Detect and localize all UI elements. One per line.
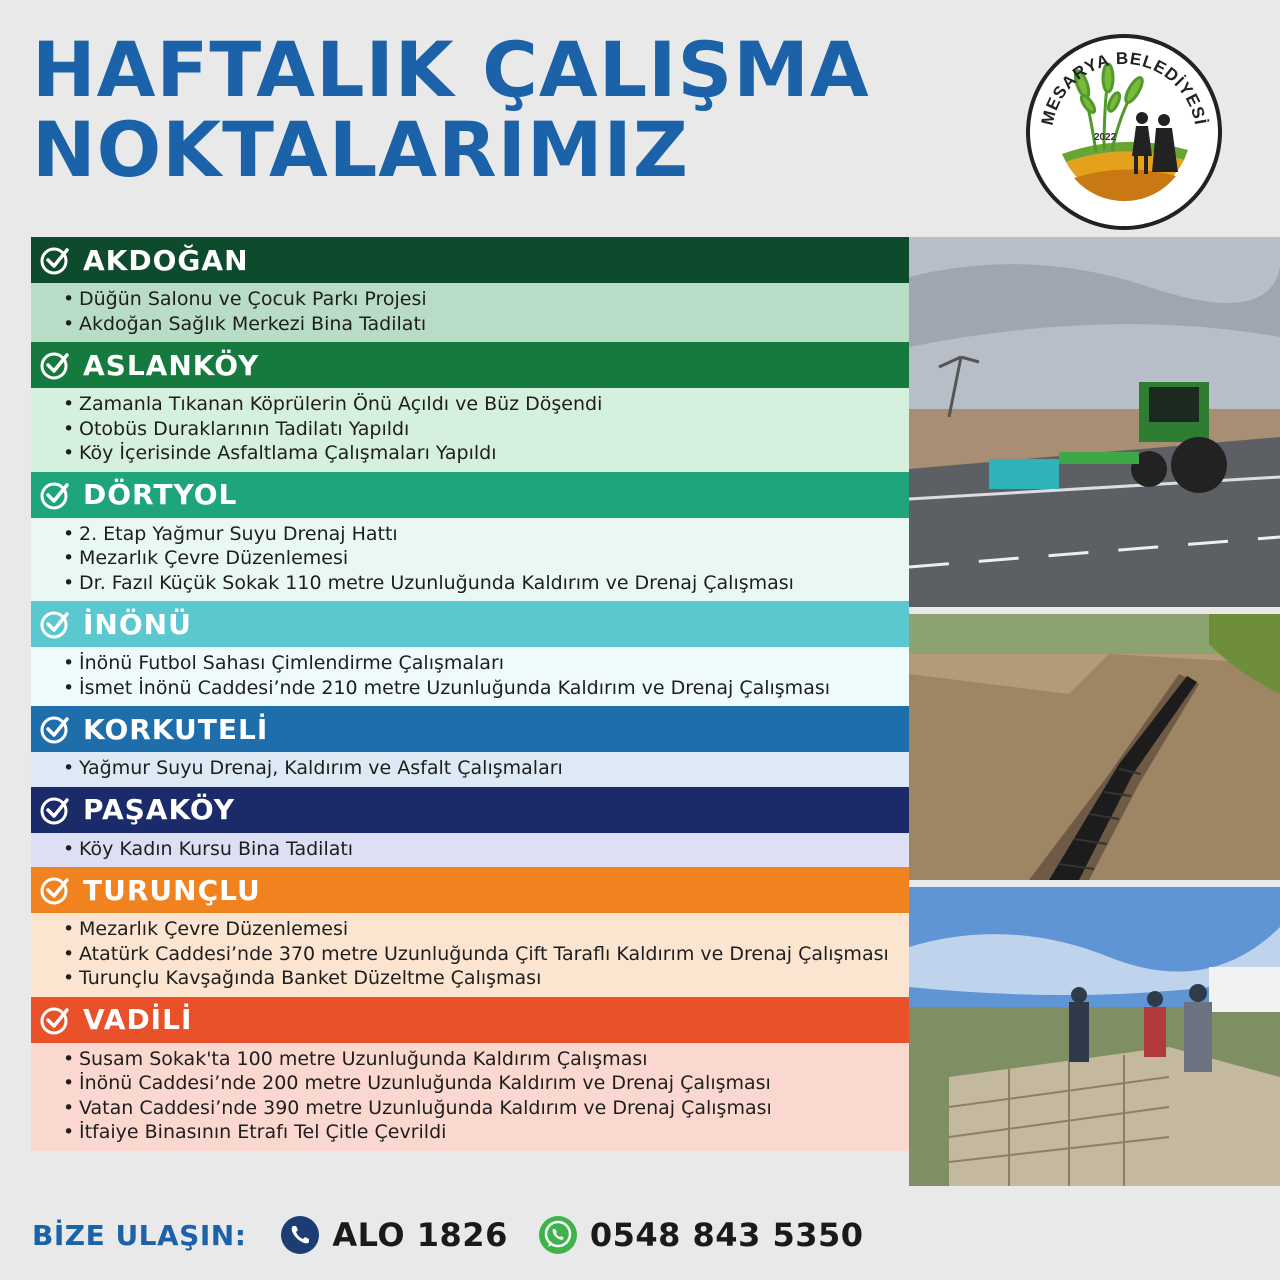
section-title: ASLANKÖY (83, 348, 260, 382)
list-item: • Atatürk Caddesi’nde 370 metre Uzunluğunda Çift Taraflı Kaldırım ve Drenaj Çalışması (79, 942, 909, 967)
page-title (32, 25, 870, 194)
section-title: AKDOĞAN (83, 243, 249, 277)
check-circle-icon (39, 874, 71, 906)
list-item: • Yağmur Suyu Drenaj, Kaldırım ve Asfalt Çalışmaları (79, 756, 909, 781)
section-aslankoy (31, 342, 909, 472)
section-body (31, 647, 909, 706)
section-body (31, 518, 909, 602)
contact-footer (32, 1210, 894, 1260)
section-body (31, 388, 909, 472)
wall-construction-photo (909, 887, 1280, 1186)
section-inonu (31, 601, 909, 706)
list-item: • Mezarlık Çevre Düzenlemesi (79, 917, 909, 942)
section-body (31, 1043, 909, 1151)
check-circle-icon (39, 244, 71, 276)
section-title: PAŞAKÖY (83, 793, 235, 826)
phone-number-alo[interactable]: ALO 1826 (332, 1216, 508, 1254)
list-item: • Köy Kadın Kursu Bina Tadilatı (79, 837, 909, 862)
work-sections (31, 237, 909, 1151)
section-turunclu (31, 867, 909, 997)
list-item: • Vatan Caddesi’nde 390 metre Uzunluğunda Kaldırım ve Drenaj Çalışması (79, 1096, 909, 1121)
section-title: İNÖNÜ (83, 607, 192, 641)
section-vadili (31, 997, 909, 1151)
section-header (31, 787, 909, 833)
section-title: DÖRTYOL (83, 478, 238, 511)
section-header (31, 997, 909, 1043)
list-item: • Düğün Salonu ve Çocuk Parkı Projesi (79, 287, 909, 312)
tractor-photo (909, 237, 1280, 607)
check-circle-icon (39, 794, 71, 826)
check-circle-icon (39, 349, 71, 381)
logo-year: 2022 (1094, 132, 1117, 143)
list-item: • Dr. Fazıl Küçük Sokak 110 metre Uzunluğunda Kaldırım ve Drenaj Çalışması (79, 571, 909, 596)
section-header (31, 706, 909, 752)
logo-text: MESARYA BELEDİYESİ (1037, 48, 1211, 128)
section-akdogan (31, 237, 909, 342)
list-item: • İnönü Caddesi’nde 200 metre Uzunluğunda Kaldırım ve Drenaj Çalışması (79, 1071, 909, 1096)
page-title-line1: HAFTALIK ÇALIŞMA (32, 25, 870, 114)
list-item: • Akdoğan Sağlık Merkezi Bina Tadilatı (79, 312, 909, 337)
check-circle-icon (39, 1004, 71, 1036)
section-body (31, 833, 909, 868)
check-circle-icon (39, 479, 71, 511)
section-body (31, 752, 909, 787)
check-circle-icon (39, 713, 71, 745)
list-item: • Köy İçerisinde Asfaltlama Çalışmaları Yapıldı (79, 441, 909, 466)
section-dortyol (31, 472, 909, 602)
drainage-photo (909, 614, 1280, 880)
municipality-logo (1024, 32, 1224, 232)
page-title-line2: NOKTALARIMIZ (32, 105, 689, 194)
section-header (31, 867, 909, 913)
list-item: • İnönü Futbol Sahası Çimlendirme Çalışmaları (79, 651, 909, 676)
section-title: TURUNÇLU (83, 873, 261, 907)
section-title: KORKUTELİ (83, 712, 269, 746)
check-circle-icon (39, 608, 71, 640)
list-item: • Susam Sokak'ta 100 metre Uzunluğunda Kaldırım Çalışması (79, 1047, 909, 1072)
section-korkuteli (31, 706, 909, 787)
phone-icon (280, 1215, 320, 1255)
section-pasakoy (31, 787, 909, 868)
list-item: • Zamanla Tıkanan Köprülerin Önü Açıldı ve Büz Döşendi (79, 392, 909, 417)
whatsapp-icon (538, 1215, 578, 1255)
section-header (31, 237, 909, 283)
list-item: • 2. Etap Yağmur Suyu Drenaj Hattı (79, 522, 909, 547)
section-header (31, 342, 909, 388)
list-item: • İtfaiye Binasının Etrafı Tel Çitle Çevrildi (79, 1120, 909, 1145)
list-item: • Turunçlu Kavşağında Banket Düzeltme Çalışması (79, 966, 909, 991)
list-item: • Otobüs Duraklarının Tadilatı Yapıldı (79, 417, 909, 442)
section-body (31, 283, 909, 342)
section-header (31, 472, 909, 518)
section-header (31, 601, 909, 647)
section-body (31, 913, 909, 997)
list-item: • Mezarlık Çevre Düzenlemesi (79, 546, 909, 571)
phone-number-whatsapp[interactable]: 0548 843 5350 (589, 1216, 864, 1254)
contact-label: BİZE ULAŞIN: (32, 1218, 247, 1252)
list-item: • İsmet İnönü Caddesi’nde 210 metre Uzunluğunda Kaldırım ve Drenaj Çalışması (79, 676, 909, 701)
section-title: VADİLİ (83, 1003, 193, 1036)
